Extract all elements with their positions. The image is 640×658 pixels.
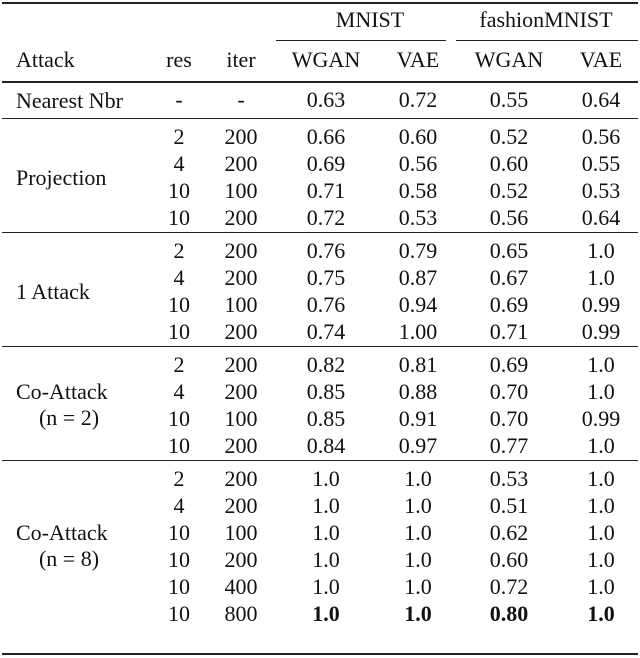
table-cell: 1.0 bbox=[587, 352, 615, 377]
table-cell: 100 bbox=[224, 520, 258, 545]
table-cell: 0.66 bbox=[306, 124, 346, 149]
table-cell: 1.0 bbox=[587, 547, 615, 572]
table-cell: 4 bbox=[173, 379, 185, 404]
group-rule bbox=[2, 346, 638, 347]
table-cell: 0.52 bbox=[489, 178, 529, 203]
group-sublabel: (n = 2) bbox=[38, 405, 100, 430]
table-cell: 0.94 bbox=[398, 292, 438, 317]
table-cell: 0.70 bbox=[489, 406, 529, 431]
table-cell: 1.00 bbox=[398, 319, 438, 344]
table-cell: 1.0 bbox=[404, 520, 432, 545]
table-cell: 0.75 bbox=[306, 265, 346, 290]
table-cell: 10 bbox=[168, 406, 190, 431]
table-cell: 1.0 bbox=[312, 547, 340, 572]
column-header-vae: VAE bbox=[396, 47, 440, 72]
table-cell: 0.87 bbox=[398, 265, 438, 290]
table-cell: 10 bbox=[168, 547, 190, 572]
table-cell: - bbox=[237, 87, 245, 112]
table-cell: 400 bbox=[224, 574, 258, 599]
table-cell: 200 bbox=[224, 265, 258, 290]
table-cell: 0.64 bbox=[581, 87, 621, 112]
table-cell: 100 bbox=[224, 178, 258, 203]
group-header-fashionmnist: fashionMNIST bbox=[479, 7, 613, 32]
column-header-vae: VAE bbox=[579, 47, 623, 72]
group-label: Co-Attack bbox=[16, 520, 108, 545]
table-cell: 1.0 bbox=[587, 520, 615, 545]
column-header-wgan: WGAN bbox=[291, 47, 361, 72]
table-cell: 1.0 bbox=[587, 265, 615, 290]
table-cell: 0.85 bbox=[306, 406, 346, 431]
table-cell: 0.80 bbox=[489, 601, 529, 626]
table-cell: 200 bbox=[224, 547, 258, 572]
table-cell: 1.0 bbox=[312, 493, 340, 518]
table-cell: 1.0 bbox=[587, 466, 615, 491]
column-header-res: res bbox=[166, 47, 192, 72]
table-cell: 4 bbox=[173, 151, 185, 176]
table-cell: 200 bbox=[224, 466, 258, 491]
group-rule bbox=[2, 460, 638, 461]
table-cell: 1.0 bbox=[312, 574, 340, 599]
group-sublabel: (n = 8) bbox=[38, 546, 100, 571]
table-cell: 100 bbox=[224, 406, 258, 431]
table-cell: 0.64 bbox=[581, 205, 621, 230]
header-rule bbox=[2, 81, 638, 83]
table-cell: 0.60 bbox=[398, 124, 438, 149]
table-cell: 0.55 bbox=[489, 87, 529, 112]
group-label: Projection bbox=[16, 165, 107, 190]
table-cell: 0.67 bbox=[489, 265, 529, 290]
table-cell: 4 bbox=[173, 265, 185, 290]
group-label: 1 Attack bbox=[16, 279, 90, 304]
table-cell: 0.56 bbox=[398, 151, 438, 176]
table-cell: 0.72 bbox=[489, 574, 529, 599]
bottom-rule bbox=[2, 653, 638, 655]
table-cell: 1.0 bbox=[404, 601, 432, 626]
table-cell: 0.74 bbox=[306, 319, 346, 344]
table-cell: 0.88 bbox=[398, 379, 438, 404]
table-cell: 10 bbox=[168, 601, 190, 626]
table-cell: 200 bbox=[224, 205, 258, 230]
column-header-attack: Attack bbox=[16, 47, 75, 72]
table-cell: 0.52 bbox=[489, 124, 529, 149]
table-cell: 0.60 bbox=[489, 151, 529, 176]
group-header-mnist: MNIST bbox=[335, 7, 405, 32]
table-cell: 0.76 bbox=[306, 292, 346, 317]
table-cell: 10 bbox=[168, 319, 190, 344]
table-cell: 0.69 bbox=[306, 151, 346, 176]
group-label: Co-Attack bbox=[16, 379, 108, 404]
table-cell: 10 bbox=[168, 292, 190, 317]
table-cell: 0.81 bbox=[398, 352, 438, 377]
column-header-iter: iter bbox=[226, 47, 256, 72]
table-cell: 1.0 bbox=[312, 466, 340, 491]
table-cell: 1.0 bbox=[587, 493, 615, 518]
table-cell: 0.99 bbox=[581, 292, 621, 317]
table-cell: 1.0 bbox=[312, 601, 340, 626]
table-cell: 0.72 bbox=[306, 205, 346, 230]
table-cell: 1.0 bbox=[587, 601, 615, 626]
table-cell: 0.60 bbox=[489, 547, 529, 572]
table-cell: 200 bbox=[224, 352, 258, 377]
table-cell: 10 bbox=[168, 433, 190, 458]
top-rule bbox=[2, 2, 638, 4]
table-cell: 0.70 bbox=[489, 379, 529, 404]
table-cell: 1.0 bbox=[587, 433, 615, 458]
table-cell: 200 bbox=[224, 379, 258, 404]
table-cell: 200 bbox=[224, 238, 258, 263]
table-cell: 0.85 bbox=[306, 379, 346, 404]
table-cell: 2 bbox=[173, 352, 185, 377]
table-cell: 0.63 bbox=[306, 87, 346, 112]
table-cell: 0.53 bbox=[581, 178, 621, 203]
table-cell: 0.65 bbox=[489, 238, 529, 263]
table-cell: 800 bbox=[224, 601, 258, 626]
table-cell: 200 bbox=[224, 124, 258, 149]
table-cell: 0.53 bbox=[398, 205, 438, 230]
table-cell: 0.97 bbox=[398, 433, 438, 458]
table-cell: 10 bbox=[168, 520, 190, 545]
table-cell: 0.82 bbox=[306, 352, 346, 377]
table-cell: 1.0 bbox=[404, 574, 432, 599]
table-cell: 1.0 bbox=[404, 466, 432, 491]
table-cell: 100 bbox=[224, 292, 258, 317]
table-cell: 0.69 bbox=[489, 352, 529, 377]
table-cell: 0.51 bbox=[489, 493, 529, 518]
table-cell: 2 bbox=[173, 124, 185, 149]
table-cell: 0.84 bbox=[306, 433, 346, 458]
table-cell: 200 bbox=[224, 433, 258, 458]
group-rule bbox=[2, 118, 638, 119]
table-cell: 1.0 bbox=[404, 547, 432, 572]
table-cell: 0.91 bbox=[398, 406, 438, 431]
table-cell: 2 bbox=[173, 466, 185, 491]
table-cell: 0.56 bbox=[581, 124, 621, 149]
table-cell: 1.0 bbox=[404, 493, 432, 518]
column-header-wgan: WGAN bbox=[474, 47, 544, 72]
table-cell: 10 bbox=[168, 574, 190, 599]
table-cell: 0.99 bbox=[581, 406, 621, 431]
table-cell: 1.0 bbox=[587, 574, 615, 599]
group-label: Nearest Nbr bbox=[16, 87, 123, 113]
table-cell: 0.76 bbox=[306, 238, 346, 263]
table-cell: 0.99 bbox=[581, 319, 621, 344]
table-cell: 0.72 bbox=[398, 87, 438, 112]
table-cell: 2 bbox=[173, 238, 185, 263]
group-rule bbox=[2, 232, 638, 233]
table-cell: 0.69 bbox=[489, 292, 529, 317]
table-cell: 0.77 bbox=[489, 433, 529, 458]
table-cell: 0.71 bbox=[306, 178, 346, 203]
table-cell: 200 bbox=[224, 319, 258, 344]
table-cell: - bbox=[175, 87, 183, 112]
table-cell: 0.53 bbox=[489, 466, 529, 491]
table-cell: 0.56 bbox=[489, 205, 529, 230]
table-cell: 0.55 bbox=[581, 151, 621, 176]
table-cell: 200 bbox=[224, 493, 258, 518]
table-cell: 0.71 bbox=[489, 319, 529, 344]
table-cell: 200 bbox=[224, 151, 258, 176]
table-cell: 0.79 bbox=[398, 238, 438, 263]
table-cell: 0.62 bbox=[489, 520, 529, 545]
table-cell: 10 bbox=[168, 205, 190, 230]
table-cell: 0.58 bbox=[398, 178, 438, 203]
table-cell: 1.0 bbox=[587, 379, 615, 404]
table-cell: 10 bbox=[168, 178, 190, 203]
table-cell: 1.0 bbox=[587, 238, 615, 263]
cmidrule-mnist bbox=[276, 40, 446, 41]
cmidrule-fashionmnist bbox=[456, 40, 638, 41]
table-cell: 4 bbox=[173, 493, 185, 518]
table-cell: 1.0 bbox=[312, 520, 340, 545]
